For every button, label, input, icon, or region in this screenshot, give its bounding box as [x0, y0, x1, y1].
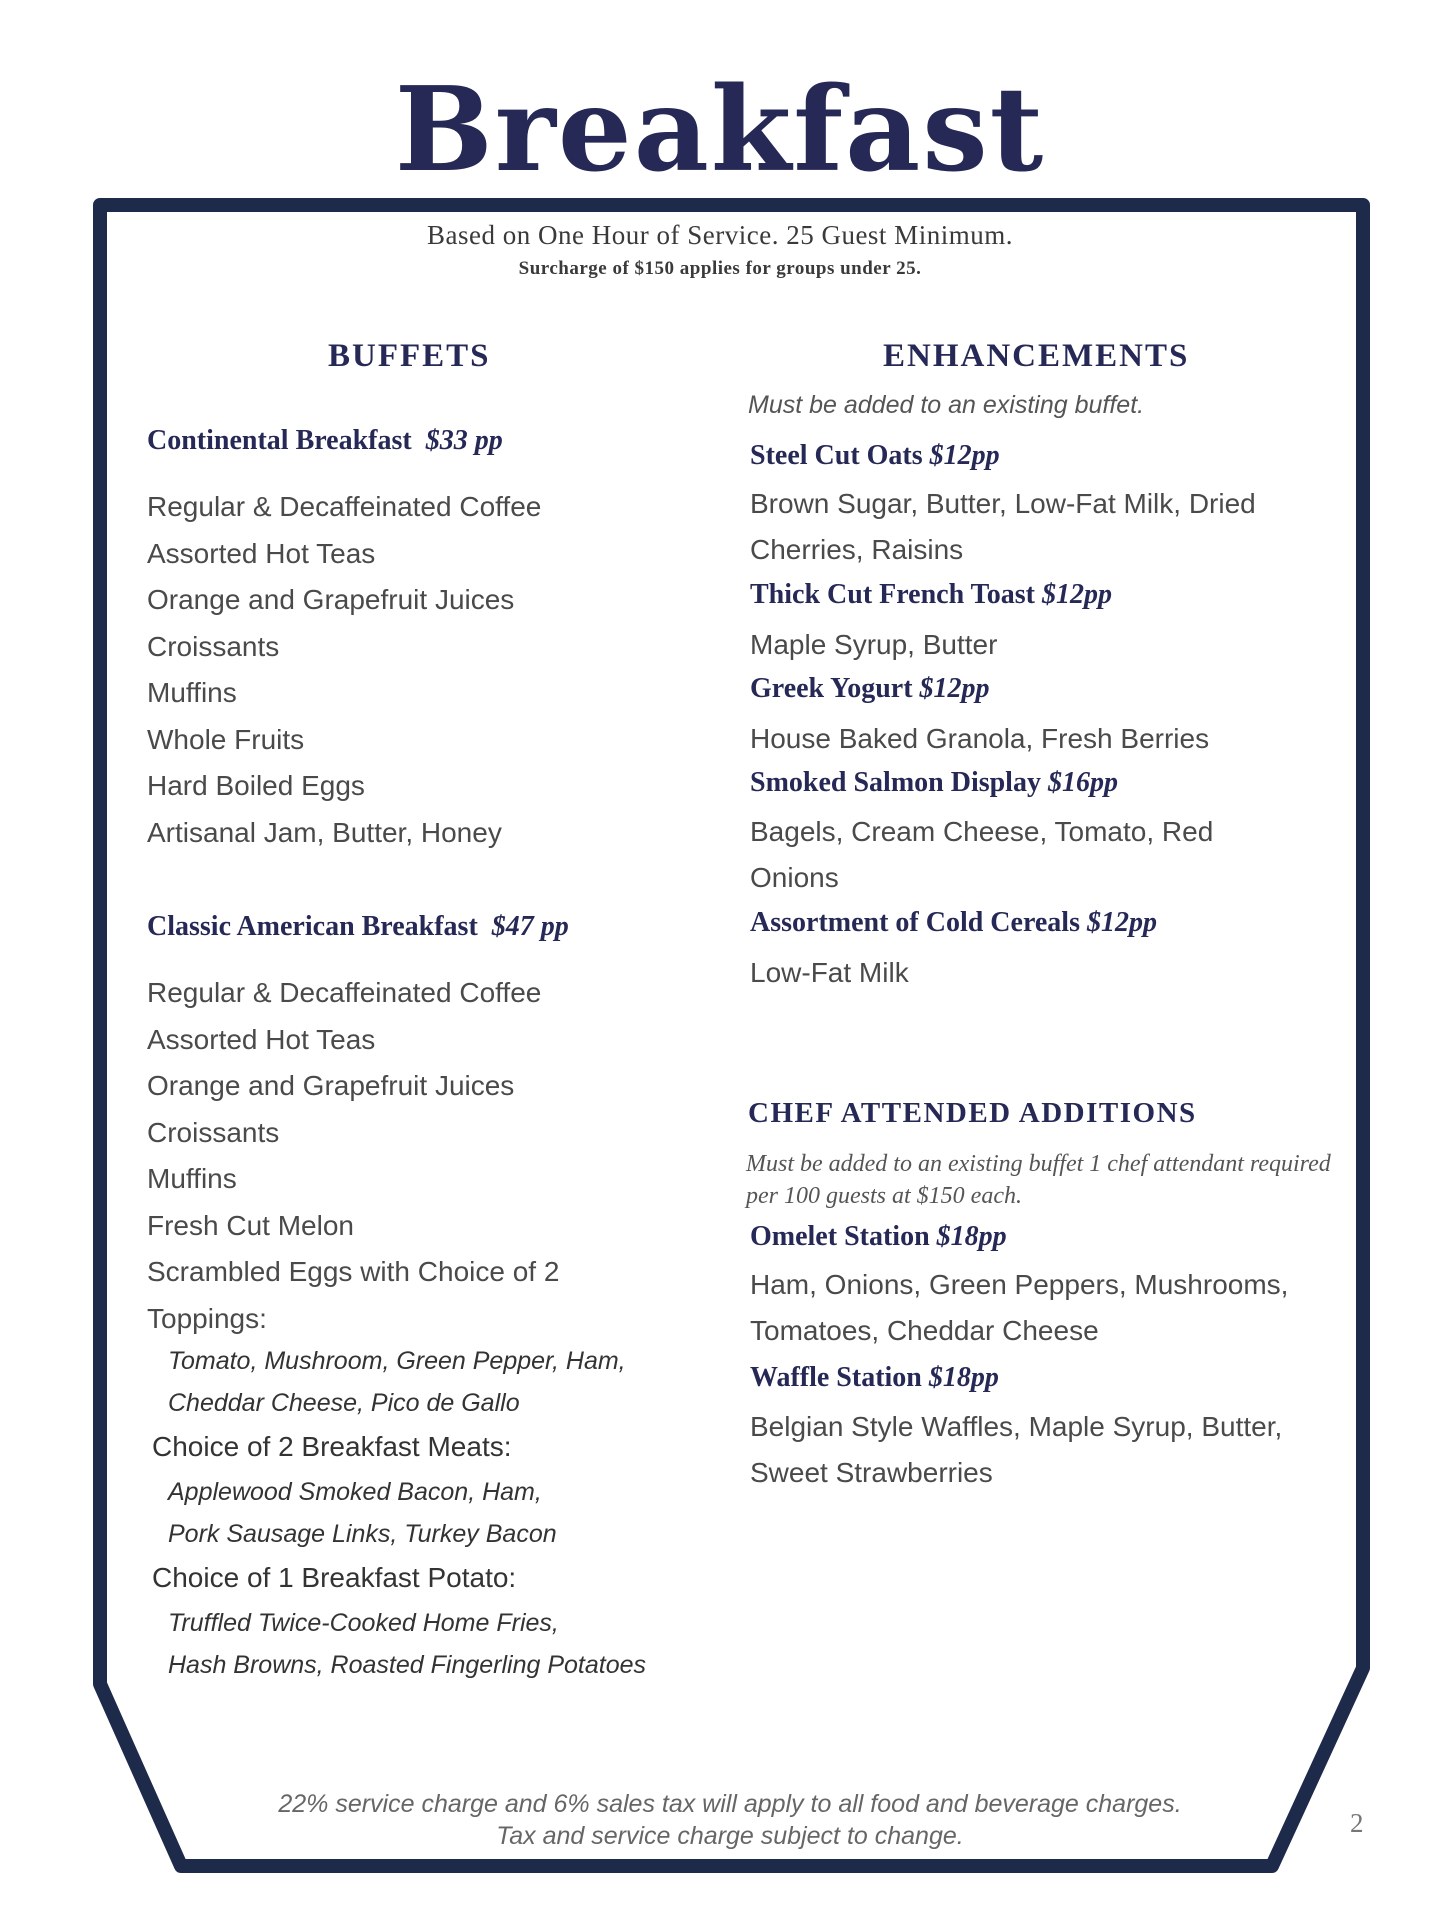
page-title: Breakfast — [394, 62, 1046, 198]
smoked-salmon-title — [750, 767, 1118, 799]
page-number: 2 — [1350, 1808, 1364, 1838]
footer-note: 22% service charge and 6% sales tax will apply to all food and beverage charges. Tax and service charge subject to change. — [278, 1790, 1182, 1850]
list-item: Toppings: — [147, 1302, 267, 1334]
item-price: $18pp — [928, 1362, 999, 1393]
american-name: Classic American Breakfast — [147, 911, 478, 942]
list-item: Artisanal Jam, Butter, Honey — [147, 816, 502, 848]
item-price: $18pp — [936, 1221, 1007, 1252]
item-name: Omelet Station — [750, 1221, 930, 1252]
potato-label: Choice of 1 Breakfast Potato: — [152, 1562, 517, 1593]
cold-cereals-desc: Low-Fat Milk — [750, 957, 909, 988]
list-item: Assorted Hot Teas — [147, 537, 376, 569]
continental-price: $33 pp — [425, 425, 503, 456]
list-item: Assorted Hot Teas — [147, 1023, 376, 1055]
item-name: Thick Cut French Toast — [750, 579, 1035, 610]
meats-label: Choice of 2 Breakfast Meats: — [152, 1431, 512, 1462]
list-item: Muffins — [147, 1163, 237, 1194]
item-name: Waffle Station — [750, 1362, 922, 1393]
list-item: Scrambled Eggs with Choice of 2 — [147, 1256, 560, 1287]
item-price: $12pp — [1042, 579, 1112, 610]
surcharge-note: Surcharge of $150 applies for groups under 25. — [518, 258, 922, 279]
american-price: $47 pp — [491, 911, 569, 942]
toppings-line-2: Cheddar Cheese, Pico de Gallo — [168, 1389, 520, 1417]
waffle-station-title — [750, 1362, 999, 1394]
item-price: $12pp — [919, 673, 990, 704]
enhancements-note: Must be added to an existing buffet. — [748, 391, 1145, 419]
potato-line-2: Hash Browns, Roasted Fingerling Potatoes — [168, 1651, 647, 1679]
waffle-station-desc: Belgian Style Waffles, Maple Syrup, Butter, Sweet Strawberries — [750, 1411, 1283, 1488]
continental-items — [147, 484, 541, 856]
list-item: Whole Fruits — [147, 723, 305, 755]
item-name: Smoked Salmon Display — [750, 767, 1041, 798]
list-item: Croissants — [147, 1116, 280, 1148]
list-item: Regular & Decaffeinated Coffee — [147, 491, 542, 522]
steel-cut-oats-title — [750, 440, 1000, 472]
service-info: Based on One Hour of Service. 25 Guest Minimum. — [427, 220, 1013, 250]
list-item: Muffins — [147, 677, 237, 708]
item-name: Greek Yogurt — [750, 673, 913, 704]
item-price: $12pp — [1086, 907, 1157, 938]
greek-yogurt-title — [750, 673, 990, 705]
meats-line-2: Pork Sausage Links, Turkey Bacon — [168, 1520, 557, 1548]
item-name: Assortment of Cold Cereals — [750, 907, 1080, 938]
continental-name: Continental Breakfast — [147, 425, 412, 456]
continental-breakfast-title — [147, 425, 503, 457]
omelet-station-desc: Ham, Onions, Green Peppers, Mushrooms, Tomatoes, Cheddar Cheese — [750, 1269, 1289, 1346]
omelet-station-title — [750, 1221, 1007, 1253]
chef-heading: CHEF ATTENDED ADDITIONS — [748, 1097, 1197, 1129]
greek-yogurt-desc: House Baked Granola, Fresh Berries — [750, 723, 1210, 754]
meats-line-1: Applewood Smoked Bacon, Ham, — [168, 1478, 542, 1506]
list-item: Fresh Cut Melon — [147, 1209, 354, 1241]
list-item: Croissants — [147, 630, 280, 662]
steel-cut-oats-desc: Brown Sugar, Butter, Low-Fat Milk, Dried Cherries, Raisins — [750, 488, 1256, 565]
american-items — [147, 970, 559, 1342]
smoked-salmon-desc: Bagels, Cream Cheese, Tomato, Red Onions — [750, 816, 1214, 893]
list-item: Regular & Decaffeinated Coffee — [147, 977, 542, 1008]
item-price: $12pp — [929, 440, 1000, 471]
list-item: Orange and Grapefruit Juices — [147, 584, 515, 615]
chef-note: Must be added to an existing buffet 1 chef attendant required per 100 guests at $150 each. — [746, 1151, 1331, 1209]
potato-line-1: Truffled Twice-Cooked Home Fries, — [168, 1609, 559, 1637]
french-toast-title — [750, 579, 1112, 611]
list-item: Hard Boiled Eggs — [147, 770, 365, 801]
french-toast-desc: Maple Syrup, Butter — [750, 629, 998, 660]
item-price: $16pp — [1047, 767, 1118, 798]
toppings-line-1: Tomato, Mushroom, Green Pepper, Ham, — [168, 1347, 626, 1375]
list-item: Orange and Grapefruit Juices — [147, 1070, 515, 1101]
enhancements-heading: ENHANCEMENTS — [883, 338, 1190, 374]
item-name: Steel Cut Oats — [750, 440, 923, 471]
buffets-heading: BUFFETS — [328, 338, 491, 374]
cold-cereals-title — [750, 907, 1157, 939]
american-breakfast-title — [147, 911, 569, 943]
